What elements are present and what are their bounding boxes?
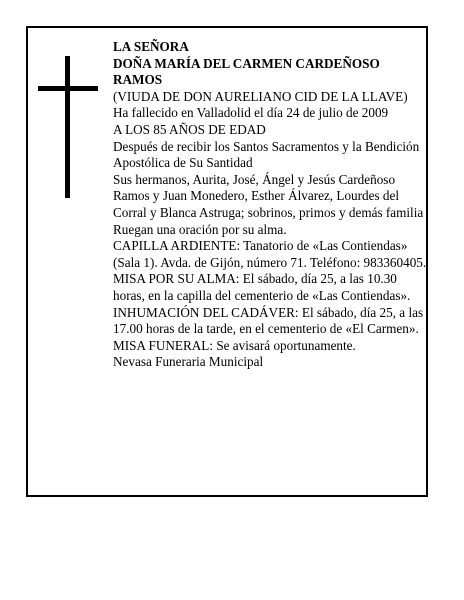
passing-statement: Ha fallecido en Valladolid el día 24 de julio de 2009 xyxy=(113,105,389,121)
chapel-info: CAPILLA ARDIENTE: Tanatorio de «Las Contiendas» (Sala 1). Avda. de Gijón, número 71. Teléfono: 983360405. xyxy=(113,238,427,270)
notice-title: LA SEÑORA xyxy=(113,39,189,54)
age-statement: A LOS 85 AÑOS DE EDAD xyxy=(113,121,266,137)
obituary-text xyxy=(113,39,427,371)
cross-icon xyxy=(38,56,98,198)
family-list: Sus hermanos, Aurita, José, Ángel y Jesús Cardeñoso Ramos y Juan Monedero, Esther Álvarez, Lourdes del Corral y Blanca Astruga; sobrinos, primos y demás familia xyxy=(113,171,424,220)
prayer-request: Ruegan una oración por su alma. xyxy=(113,221,287,237)
funeral-mass-info: MISA FUNERAL: Se avisará oportunamente. xyxy=(113,337,356,353)
burial-info: INHUMACIÓN DEL CADÁVER: El sábado, día 25, a las 17.00 horas de la tarde, en el cementerio de «El Carmen». xyxy=(113,304,424,337)
widow-of: (VIUDA DE DON AURELIANO CID DE LA LLAVE) xyxy=(113,88,408,104)
mass-info: MISA POR SU ALMA: El sábado, día 25, a las 10.30 horas, en la capilla del cementerio de «Las Contiendas». xyxy=(113,271,411,303)
funeral-home: Nevasa Funeraria Municipal xyxy=(113,354,264,370)
sacraments-statement: Después de recibir los Santos Sacramentos y la Bendición Apostólica de Su Santidad xyxy=(113,138,420,171)
deceased-name: DOÑA MARÍA DEL CARMEN CARDEÑOSO RAMOS xyxy=(113,55,380,88)
